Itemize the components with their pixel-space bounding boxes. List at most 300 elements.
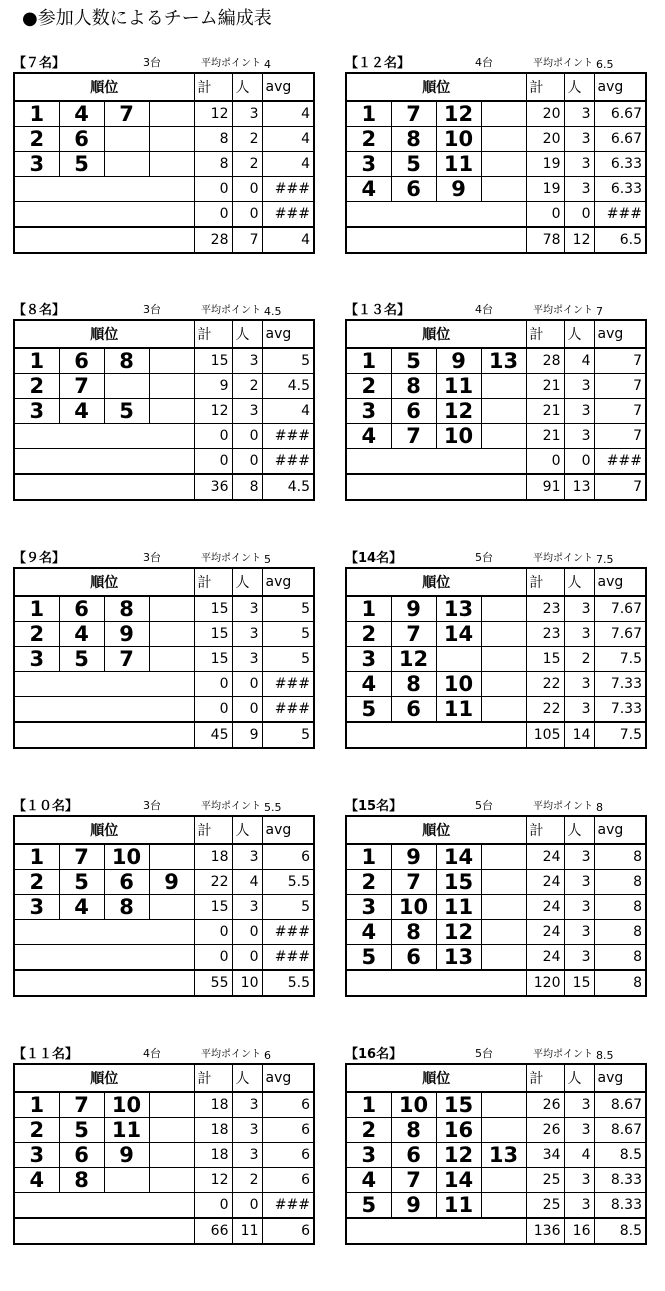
rank-cell <box>481 596 526 622</box>
rank-cell: 1 <box>14 1092 59 1118</box>
table-row <box>14 374 314 399</box>
total-label-cell <box>346 722 526 748</box>
rank-cell <box>149 622 194 647</box>
rank-cell <box>104 152 149 177</box>
sum-cell: 0 <box>194 920 232 945</box>
rank-cell: 1 <box>346 348 391 374</box>
empty-rank-cell <box>14 697 194 723</box>
people-header: 人 <box>564 1064 594 1092</box>
average-point-label: 平均ポイント <box>201 801 261 812</box>
table-row <box>346 945 646 971</box>
rank-cell: 15 <box>436 1092 481 1118</box>
rank-cell <box>481 647 526 672</box>
rank-cell: 10 <box>436 424 481 449</box>
avg-header: avg <box>594 320 646 348</box>
team-table <box>13 72 315 254</box>
people-cell: 2 <box>232 374 262 399</box>
rank-cell: 3 <box>346 152 391 177</box>
rank-cell: 6 <box>59 127 104 152</box>
rank-header: 順位 <box>346 816 526 844</box>
avg-cell: 8.67 <box>594 1092 646 1118</box>
people-cell: 3 <box>232 1118 262 1143</box>
total-sum-cell: 28 <box>194 227 232 253</box>
average-point <box>201 549 271 564</box>
block-header <box>345 793 645 815</box>
rank-cell: 8 <box>391 127 436 152</box>
average-point-value: 8.5 <box>596 1049 614 1062</box>
rank-cell: 7 <box>391 1168 436 1193</box>
avg-cell: 7 <box>594 348 646 374</box>
avg-header: avg <box>594 816 646 844</box>
avg-cell: 8 <box>594 895 646 920</box>
participants-label: 【９名】 <box>13 551 66 566</box>
table-row <box>346 622 646 647</box>
rank-cell: 8 <box>59 1168 104 1193</box>
people-cell: 3 <box>564 870 594 895</box>
rank-cell: 12 <box>436 399 481 424</box>
team-block <box>13 297 313 547</box>
rank-cell <box>149 1092 194 1118</box>
rank-header: 順位 <box>346 73 526 101</box>
total-sum-cell: 78 <box>526 227 564 253</box>
avg-cell: 8 <box>594 920 646 945</box>
rank-cell: 5 <box>59 647 104 672</box>
rank-header: 順位 <box>346 568 526 596</box>
sum-cell: 15 <box>194 647 232 672</box>
total-people-cell: 9 <box>232 722 262 748</box>
sum-header: 計 <box>526 568 564 596</box>
people-cell: 0 <box>232 424 262 449</box>
rank-cell: 11 <box>436 1193 481 1219</box>
rank-cell <box>481 622 526 647</box>
table-row <box>346 844 646 870</box>
empty-rank-cell <box>14 177 194 202</box>
rank-cell: 3 <box>346 1143 391 1168</box>
sum-header: 計 <box>194 1064 232 1092</box>
team-table <box>13 567 315 749</box>
rank-cell: 3 <box>14 1143 59 1168</box>
avg-cell: ### <box>262 920 314 945</box>
average-point-value: 8 <box>596 801 603 814</box>
people-cell: 3 <box>232 844 262 870</box>
total-avg-cell: 4.5 <box>262 474 314 500</box>
avg-cell: 7.33 <box>594 697 646 723</box>
rank-cell: 2 <box>346 127 391 152</box>
rank-cell: 1 <box>14 844 59 870</box>
team-block <box>13 50 313 300</box>
rank-cell: 4 <box>59 622 104 647</box>
table-row <box>346 424 646 449</box>
rank-cell <box>481 672 526 697</box>
rank-cell: 4 <box>346 177 391 202</box>
table-row <box>14 399 314 424</box>
table-row <box>346 1143 646 1168</box>
team-block <box>345 297 645 547</box>
people-cell: 0 <box>232 1193 262 1219</box>
rank-cell: 10 <box>104 1092 149 1118</box>
table-row <box>14 672 314 697</box>
rank-cell: 13 <box>481 348 526 374</box>
participants-label: 【１１名】 <box>13 1047 79 1062</box>
sum-header: 計 <box>526 73 564 101</box>
rank-cell: 15 <box>436 870 481 895</box>
rank-header: 順位 <box>346 1064 526 1092</box>
avg-header: avg <box>262 816 314 844</box>
team-block <box>13 545 313 795</box>
avg-cell: 5.5 <box>262 870 314 895</box>
rank-cell: 1 <box>14 101 59 127</box>
rank-header: 順位 <box>14 1064 194 1092</box>
rank-header: 順位 <box>14 320 194 348</box>
table-row <box>14 152 314 177</box>
sum-cell: 18 <box>194 1143 232 1168</box>
block-header <box>345 50 645 72</box>
rank-cell <box>481 127 526 152</box>
people-cell: 0 <box>232 672 262 697</box>
table-row <box>346 647 646 672</box>
rank-cell: 1 <box>346 101 391 127</box>
people-cell: 0 <box>564 449 594 475</box>
rank-cell: 12 <box>436 1143 481 1168</box>
table-row <box>14 870 314 895</box>
total-avg-cell: 8 <box>594 970 646 996</box>
team-block <box>345 1041 645 1291</box>
avg-header: avg <box>262 568 314 596</box>
sum-cell: 24 <box>526 844 564 870</box>
average-point-value: 7.5 <box>596 553 614 566</box>
people-cell: 3 <box>564 920 594 945</box>
block-header <box>345 1041 645 1063</box>
avg-cell: ### <box>262 945 314 971</box>
sum-cell: 19 <box>526 152 564 177</box>
sum-cell: 15 <box>194 895 232 920</box>
rank-cell: 9 <box>391 596 436 622</box>
rank-cell: 3 <box>346 647 391 672</box>
rank-cell <box>149 1168 194 1193</box>
average-point-value: 4 <box>264 58 271 71</box>
rank-cell <box>436 647 481 672</box>
people-header: 人 <box>232 320 262 348</box>
avg-header: avg <box>262 73 314 101</box>
rank-cell: 9 <box>436 177 481 202</box>
avg-cell: 8.33 <box>594 1168 646 1193</box>
car-count: 5台 <box>475 1047 493 1060</box>
people-cell: 3 <box>564 101 594 127</box>
avg-cell: 6.33 <box>594 152 646 177</box>
sum-header: 計 <box>526 320 564 348</box>
rank-cell: 5 <box>346 697 391 723</box>
rank-cell: 5 <box>346 1193 391 1219</box>
team-block <box>345 793 645 1043</box>
table-row <box>346 1168 646 1193</box>
rank-cell <box>481 399 526 424</box>
people-cell: 2 <box>564 647 594 672</box>
rank-cell: 8 <box>391 920 436 945</box>
rank-cell <box>481 895 526 920</box>
average-point-value: 6 <box>264 1049 271 1062</box>
sum-header: 計 <box>526 816 564 844</box>
rank-cell: 2 <box>346 1118 391 1143</box>
avg-cell: ### <box>262 672 314 697</box>
avg-cell: 7.67 <box>594 596 646 622</box>
rank-cell: 5 <box>391 348 436 374</box>
rank-cell: 7 <box>391 622 436 647</box>
people-cell: 3 <box>564 1168 594 1193</box>
average-point-value: 5 <box>264 553 271 566</box>
rank-cell <box>149 152 194 177</box>
car-count: 3台 <box>143 799 161 812</box>
rank-cell: 8 <box>104 895 149 920</box>
rank-cell: 6 <box>391 697 436 723</box>
avg-cell: ### <box>594 202 646 228</box>
average-point-label: 平均ポイント <box>201 58 261 69</box>
car-count: 5台 <box>475 551 493 564</box>
people-cell: 3 <box>564 152 594 177</box>
rank-cell: 6 <box>391 1143 436 1168</box>
total-avg-cell: 4 <box>262 227 314 253</box>
total-row <box>14 970 314 996</box>
sum-cell: 22 <box>194 870 232 895</box>
sum-header: 計 <box>194 320 232 348</box>
rank-cell: 7 <box>391 101 436 127</box>
table-row <box>14 1092 314 1118</box>
rank-cell: 6 <box>391 945 436 971</box>
people-header: 人 <box>232 1064 262 1092</box>
avg-cell: 5 <box>262 622 314 647</box>
people-cell: 3 <box>232 399 262 424</box>
total-row <box>346 970 646 996</box>
rank-cell: 4 <box>346 424 391 449</box>
sum-cell: 23 <box>526 622 564 647</box>
average-point-label: 平均ポイント <box>201 305 261 316</box>
sum-cell: 18 <box>194 1092 232 1118</box>
rank-cell: 4 <box>59 895 104 920</box>
rank-cell <box>149 895 194 920</box>
rank-cell: 13 <box>436 596 481 622</box>
avg-cell: 6 <box>262 1168 314 1193</box>
empty-rank-cell <box>14 1193 194 1219</box>
rank-cell: 2 <box>14 374 59 399</box>
car-count: 4台 <box>475 303 493 316</box>
avg-cell: 6 <box>262 844 314 870</box>
avg-cell: 4.5 <box>262 374 314 399</box>
rank-cell: 10 <box>104 844 149 870</box>
avg-cell: 5 <box>262 596 314 622</box>
people-cell: 3 <box>232 1092 262 1118</box>
sum-header: 計 <box>194 73 232 101</box>
rank-cell: 9 <box>391 1193 436 1219</box>
table-row <box>14 424 314 449</box>
avg-cell: 7 <box>594 424 646 449</box>
table-header-row <box>346 568 646 596</box>
people-cell: 4 <box>232 870 262 895</box>
average-point-value: 5.5 <box>264 801 282 814</box>
avg-cell: ### <box>262 1193 314 1219</box>
rank-cell: 3 <box>346 895 391 920</box>
people-cell: 0 <box>232 177 262 202</box>
sum-cell: 8 <box>194 127 232 152</box>
people-cell: 0 <box>564 202 594 228</box>
people-cell: 3 <box>564 399 594 424</box>
participants-label: 【16名】 <box>345 1047 403 1062</box>
table-row <box>346 920 646 945</box>
empty-rank-cell <box>14 920 194 945</box>
table-row <box>14 1193 314 1219</box>
table-row <box>14 697 314 723</box>
table-row <box>14 202 314 228</box>
rank-cell: 3 <box>14 895 59 920</box>
total-label-cell <box>346 474 526 500</box>
table-row <box>346 127 646 152</box>
people-header: 人 <box>564 568 594 596</box>
total-people-cell: 8 <box>232 474 262 500</box>
rank-cell: 7 <box>59 374 104 399</box>
team-table <box>345 567 647 749</box>
participants-label: 【１０名】 <box>13 799 79 814</box>
people-cell: 4 <box>564 348 594 374</box>
sum-cell: 34 <box>526 1143 564 1168</box>
total-avg-cell: 5 <box>262 722 314 748</box>
avg-cell: 4 <box>262 152 314 177</box>
table-row <box>346 672 646 697</box>
block-header <box>345 545 645 567</box>
avg-cell: ### <box>262 202 314 228</box>
car-count: 3台 <box>143 303 161 316</box>
people-cell: 3 <box>564 945 594 971</box>
table-row <box>346 399 646 424</box>
total-people-cell: 16 <box>564 1218 594 1244</box>
people-cell: 3 <box>232 647 262 672</box>
sum-cell: 25 <box>526 1193 564 1219</box>
rank-cell: 14 <box>436 622 481 647</box>
total-avg-cell: 5.5 <box>262 970 314 996</box>
people-header: 人 <box>232 816 262 844</box>
sum-header: 計 <box>194 816 232 844</box>
total-sum-cell: 66 <box>194 1218 232 1244</box>
sum-cell: 24 <box>526 870 564 895</box>
average-point-label: 平均ポイント <box>533 801 593 812</box>
rank-cell <box>149 127 194 152</box>
avg-cell: 6.67 <box>594 127 646 152</box>
sum-cell: 12 <box>194 1168 232 1193</box>
rank-cell <box>149 1143 194 1168</box>
avg-cell: 7.67 <box>594 622 646 647</box>
people-cell: 2 <box>232 127 262 152</box>
rank-cell: 5 <box>391 152 436 177</box>
table-header-row <box>14 1064 314 1092</box>
car-count: 4台 <box>475 56 493 69</box>
sum-cell: 18 <box>194 1118 232 1143</box>
rank-header: 順位 <box>14 568 194 596</box>
rank-cell: 7 <box>391 424 436 449</box>
total-sum-cell: 55 <box>194 970 232 996</box>
avg-cell: 6 <box>262 1143 314 1168</box>
rank-cell: 4 <box>59 101 104 127</box>
block-header <box>13 50 313 72</box>
avg-cell: 8 <box>594 844 646 870</box>
average-point-value: 7 <box>596 305 603 318</box>
total-label-cell <box>346 227 526 253</box>
rank-cell: 2 <box>346 374 391 399</box>
team-table <box>345 319 647 501</box>
team-table <box>345 815 647 997</box>
avg-cell: 7 <box>594 374 646 399</box>
rank-cell: 8 <box>104 348 149 374</box>
rank-cell <box>149 348 194 374</box>
table-header-row <box>346 320 646 348</box>
rank-cell: 5 <box>104 399 149 424</box>
people-cell: 3 <box>564 622 594 647</box>
rank-cell: 7 <box>59 844 104 870</box>
team-block <box>345 545 645 795</box>
team-table <box>345 72 647 254</box>
rank-cell <box>481 1092 526 1118</box>
rank-cell: 4 <box>14 1168 59 1193</box>
rank-cell: 11 <box>436 697 481 723</box>
rank-header: 順位 <box>14 816 194 844</box>
block-header <box>13 793 313 815</box>
rank-cell: 6 <box>391 399 436 424</box>
total-label-cell <box>14 474 194 500</box>
rank-cell <box>104 374 149 399</box>
avg-header: avg <box>262 320 314 348</box>
rank-cell <box>481 424 526 449</box>
table-row <box>346 152 646 177</box>
block-header <box>13 545 313 567</box>
rank-cell: 2 <box>14 870 59 895</box>
rank-cell: 6 <box>59 348 104 374</box>
rank-cell: 11 <box>104 1118 149 1143</box>
table-row <box>14 127 314 152</box>
people-cell: 3 <box>232 596 262 622</box>
rank-cell: 5 <box>59 1118 104 1143</box>
total-sum-cell: 36 <box>194 474 232 500</box>
rank-cell: 14 <box>436 1168 481 1193</box>
sum-cell: 0 <box>194 1193 232 1219</box>
table-row <box>14 1143 314 1168</box>
empty-rank-cell <box>14 449 194 475</box>
people-cell: 4 <box>564 1143 594 1168</box>
avg-cell: ### <box>262 697 314 723</box>
people-cell: 0 <box>232 945 262 971</box>
people-header: 人 <box>564 816 594 844</box>
team-block <box>345 50 645 300</box>
average-point <box>201 797 282 812</box>
average-point <box>533 1045 614 1060</box>
rank-cell: 7 <box>59 1092 104 1118</box>
table-row <box>14 1168 314 1193</box>
rank-cell <box>481 697 526 723</box>
total-people-cell: 15 <box>564 970 594 996</box>
total-label-cell <box>14 970 194 996</box>
table-row <box>346 1193 646 1219</box>
table-row <box>14 945 314 971</box>
average-point-label: 平均ポイント <box>201 553 261 564</box>
people-cell: 3 <box>564 697 594 723</box>
sum-cell: 21 <box>526 374 564 399</box>
avg-cell: ### <box>594 449 646 475</box>
average-point-label: 平均ポイント <box>533 553 593 564</box>
rank-cell <box>104 1168 149 1193</box>
average-point-value: 4.5 <box>264 305 282 318</box>
table-row <box>14 647 314 672</box>
sum-cell: 15 <box>194 622 232 647</box>
participants-label: 【８名】 <box>13 303 66 318</box>
rank-cell: 9 <box>436 348 481 374</box>
empty-rank-cell <box>14 945 194 971</box>
people-header: 人 <box>232 568 262 596</box>
sum-cell: 19 <box>526 177 564 202</box>
